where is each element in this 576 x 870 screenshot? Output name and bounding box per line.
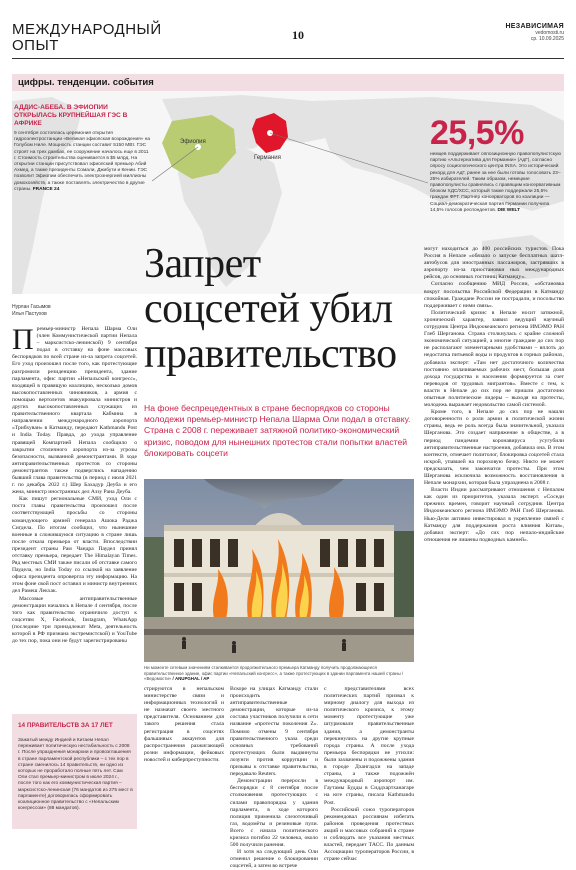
article-paragraph: И хотя на следующий день Оли отменил решение о блокировании соцсетей, а затем во встрече [230, 849, 318, 870]
news-text-ethiopia: 9 сентября состоялась церемония открытия гидроэлектростанции «Великая эфиопская возрождения» на Голубом Ниле. Мощность станции составит 5150 МВт. ГЭС строят на трех дамбах, ее сооружение началось еще в 2011 г. Стоимость строительства оценивается в $5 млрд. На открытии станции присутствовал эфиопский премьер Абий Ахмед, а также президенты Сомали, Джибути и Кении. ГЭС позволит Эфиопии обеспечить электроэнергией миллионы домохозяйств, а также поставлять электричество в другие страны. [14, 131, 151, 192]
news-body-ethiopia [14, 131, 152, 193]
news-item-ethiopia [14, 104, 152, 193]
photo-credit: / ANUPGHAL / AP [172, 676, 210, 682]
article-paragraph: Согласно сообщению МИД России, «обстановка вокруг посольства Российской Федерации в Катманду спокойная. Граждане России не пострадали, и посольство поддерживает с ними связь». [424, 281, 564, 309]
sidebar-body: Зажатый между Индией и Китаем Непал переживает политическую нестабильность с 2008 г. После упразднения монархии и провозглашения в стране парламентской республики – с тех пор в стране сменилось 14 правительств, ни одно из которых не проработало полные пять лет. Сам Оли стал премьер-министром в июле 2024 г., после того как его коммунистическая партия – марксистско-ленинская (76 мандатов из 275 мест в парламенте) договорилась сформировать коалиционное правительство с «Непальским конгрессом» (88 мандатов). [18, 738, 133, 812]
article-paragraph: Власти Индии рассматривают отношения с Непалом как один из приоритетов, указала эксперт. «Соседи прежних времен, говорит научный сотрудник Центра Индоокеанского региона ИМЭМО РАН Глеб Шерганова. Нью-Дели активно инвестировал в укрепление связей с Катманду для поддержания роста влияния Китая», добавил эксперт: «До сих пор непало-индийские отношения не лишены подводных камней». [424, 487, 564, 543]
article-headline [144, 242, 414, 377]
dropcap: П [12, 323, 34, 356]
masthead-site: vedomosti.ru [535, 30, 564, 36]
article-paragraph: стрируются в непальском министерстве связи и информационных технологий и не назначат своего местного представителя. Основанием для такого решения стала регистрация в соцсетях фальшивых аккаунтов для распространения разжигающей розни информации, фейковых новостей и киберпреступности. [144, 686, 224, 763]
burning-building-illustration [144, 479, 414, 662]
headline-line-3: правительство [144, 331, 397, 377]
author-1: Нурлан Гасымов [12, 304, 51, 310]
page-number: 10 [292, 28, 304, 42]
article-lead: На фоне беспрецедентных в стране беспорядков со стороны молодежи премьер-министр Непала Шарма Оли подал в отставку. Страна с 2008 г. переживает затяжной политико-экономический кризис, поводом для нынешних протестов стали попытки властей блокировать соцсети [144, 403, 411, 458]
header-rule [12, 58, 564, 59]
section-title [12, 22, 162, 54]
map-label-germany: Германия [254, 155, 281, 161]
news-headline-ethiopia: АДДИС-АБЕБА. В ЭФИОПИИ ОТКРЫЛАСЬ КРУПНЕЙШАЯ ГЭС В АФРИКЕ [14, 104, 128, 127]
masthead-date: ср. 10.09.2025 [530, 36, 564, 42]
news-text-germany: немцев поддерживает оппозиционную правопопулистскую партию «Альтернатива для Германии» (АдГ), согласно опросу социологического центра INSA. Это исторический рекорд для АдГ, ранее за нее были готовы голосовать 23–25% избирателей. Таким образом, немецкие правопопулисты сравнялись с правящим консервативным блоком ХДС/ХСС, который также поддержали 25,5% граждан ФРГ. Партнер консерваторов по коалиции — Социал-демократическая партия Германии получила 14,5% голосов респондентов. [430, 152, 561, 213]
article-paragraph: с представителями всех политических партий призвал к мирному диалогу для выхода из политического кризиса, к этому моменту протестующие уже штурмовали правительственные здания, а демонстранты перекинулись на другие крупные города страны. А после ухода премьера беспорядки не утихли: были захвачены и подожжены здания в городе Дхангадхи на западе страны, а также подожжён международный аэропорт им. Гаутамы Будды в Сиддхартханагаре на юге страны, писала Kathmandu Post. [324, 686, 414, 806]
article-paragraph: Политический кризис в Непале носит затяжной, хронический характер, заявил ведущий научный сотрудник Центра Индоокеанского региона ИМЭМО РАН Глеб Шерганова. Страна столкнулась с крайне сложной экономической ситуацией, а многие граждане до сих пор не располагают элементарными удобствами – вплоть до недостатка питьевой воды и продуктов в горных районах, добавила эксперт: «Там нет достаточного количества постоянно оплачиваемых рабочих мест, большая доля дохода государства и населения формируется за счет переводов от трудовых мигрантов». Вместе с тем, к власти в Непале до сих пор не пришли достаточно опытные политические лидеры – выходя на протесты, молодежь выражает недовольство самой системой. [424, 309, 564, 409]
news-source-germany: DIE WELT [497, 207, 521, 213]
article-column-2 [144, 686, 224, 829]
photo-caption-text: Ни моменте сетевым значениям сталкивается продолжительного премьера Катманду получить продолжающееся правительственное здание, офис партии «Непальский конгресс», а также протестующих в здании парламента нашей страны / «Ведомости» [144, 665, 404, 682]
article-paragraph: Демонстрации переросли в беспорядки с 8 сентября после столкновения протестующих с силами правопорядка у здания парламента, в ходе которого полиция применила слезоточивый газ, водомёты и резиновые пули. Всего с начала политического кризиса погибло 22 человека, около 500 получили ранения. [230, 778, 318, 849]
sidebar-box [12, 714, 137, 829]
headline-line-1: Запрет [144, 241, 261, 287]
section-title-line1: МЕЖДУНАРОДНЫЙ [12, 21, 162, 38]
map-label-ethiopia: Эфиопия [180, 139, 206, 145]
news-source-ethiopia: FRANCE 24 [32, 186, 60, 192]
article-paragraph: Вскоре на улицах Катманду стали происходить антиправительственные демонстрации, которые из-за состава участников получили в сети название «протесты поколения Z». Помимо отмены 9 сентября правительственного указа среди основных требований протестующих были выдвинуты лозунги против коррупции и призывы к отставке правительства, передавало Reuters. [230, 686, 318, 778]
stat-percent: 25,5% [430, 114, 524, 152]
article-column-4 [324, 686, 414, 863]
headline-line-2: соцсетей убил [144, 286, 393, 332]
sidebar-title: 14 ПРАВИТЕЛЬСТВ ЗА 17 ЛЕТ [18, 722, 113, 729]
author-2: Илья Пастухов [12, 310, 47, 317]
article-column-3 [230, 686, 318, 870]
byline [12, 304, 51, 317]
article-column-1 [12, 323, 137, 706]
band-title: цифры. тенденции. события [12, 74, 564, 91]
article-paragraph: могут находиться до 400 российских туристов. Пока Россия в Непале «обязало о запуске бесплатных шатл-автобусов для иностранных пассажиров, застрявших в аэропорту из-за приостановки ных международных рейсов, до основных гостиниц Катманду». [424, 246, 564, 281]
article-photo [144, 479, 414, 662]
photo-caption [144, 665, 414, 682]
section-title-line2: ОПЫТ [12, 37, 59, 54]
article-paragraph: Как пишут региональные СМИ, уход Оли с поста главы правительства произошел после соответствующей просьбы со стороны командующего армией генерала Ашока Раджа Сигдела. По итогам сообщил, что нынешние военные в сложившуюся ситуацию в стране лишь после отказа премьера от власти. Впоследствии президент страны Рам Чандра Паудел принял отставку премьера, передает The Himalayan Times. Ряд местных СМИ также писали об отставке самого Паудела, но India Today со ссылкой на заявление офиса президента опровергла эту информацию. На этом фоне свой пост оставил и министр внутренних дел Рамеш Лекхак. [12, 496, 137, 595]
article-paragraph: Массовые антиправительственные демонстрации начались в Непале 4 сентября, после того как правительство ограничило доступ к соцсетям X, Facebook, Instagram, WhatsApp (последние три принадлежат Meta, деятельность которой в РФ признана экстремистской) и YouTube до тех пор, пока они не будут зарегистрированы [12, 595, 137, 645]
masthead-logo: НЕЗАВИСИМАЯ [505, 23, 564, 30]
article-paragraph: ремьер-министр Непала Шарма Оли (член Коммунистической партии Непала – марксистско-ленинской) 9 сентября подал в отставку на фоне массовых беспорядков по всей стране из-за запрета соцсетей. Его уход произошел после того, как протестующие разгромили резиденцию президента, здание парламента, офис партии «Непальский конгресс», входящей в правящую коалицию, несколько домов высокопоставленных чиновников, а армия с помощью вертолетов эвакуировала министров и других высокопоставленных служащих из правительственного квартала Кабмина в направлении международного аэропорта «Трибхуван» в Катманду, передают Kathmandu Post и India Today. Правда, до ухода управление правящей Компартией Непала сообщило о закрытии столичного аэропорта из-за угрозы безопасности, вызванной демонстрантами. В ходе антиправительственных протестов со стороны демонстрантов также подверглись нападению бывший глава правительства (в период с июля 2021 г. по декабрь 2022 г.) Шер Бахадур Деуба и его жена, министр иностранных дел Аззу Рана Деуба. [12, 326, 137, 496]
article-paragraph: Кроме того, в Непале до сих пор не нашли договоренности о роли армии в политической жизни страны, ведь ее роль всегда была значительной, указала Шерганова. Это создает напряжение в обществе, а в период пандемии коронавируса усугубили антиправительственные настроения, добавила она. В этом контексте, отмечает политолог, блокировка соцсетей стала искрой, упавшей на пороховую бочку. Никто не может предсказать, чем закончатся протесты. При этом Шерганова исключила возможность восстановления в Непале монархии, которая была упразднена в 2008 г. [424, 409, 564, 487]
article-column-5 [424, 246, 564, 829]
article-paragraph: Российский союз туроператоров рекомендовал россиянам избегать районов проведения протестных акций и массовых собраний в стране и соблюдать все указания местных властей, передает ТАСС. По данным Ассоциации туроператоров России, в стране сейчас [324, 806, 414, 863]
news-item-germany [430, 152, 564, 214]
masthead [505, 23, 564, 42]
